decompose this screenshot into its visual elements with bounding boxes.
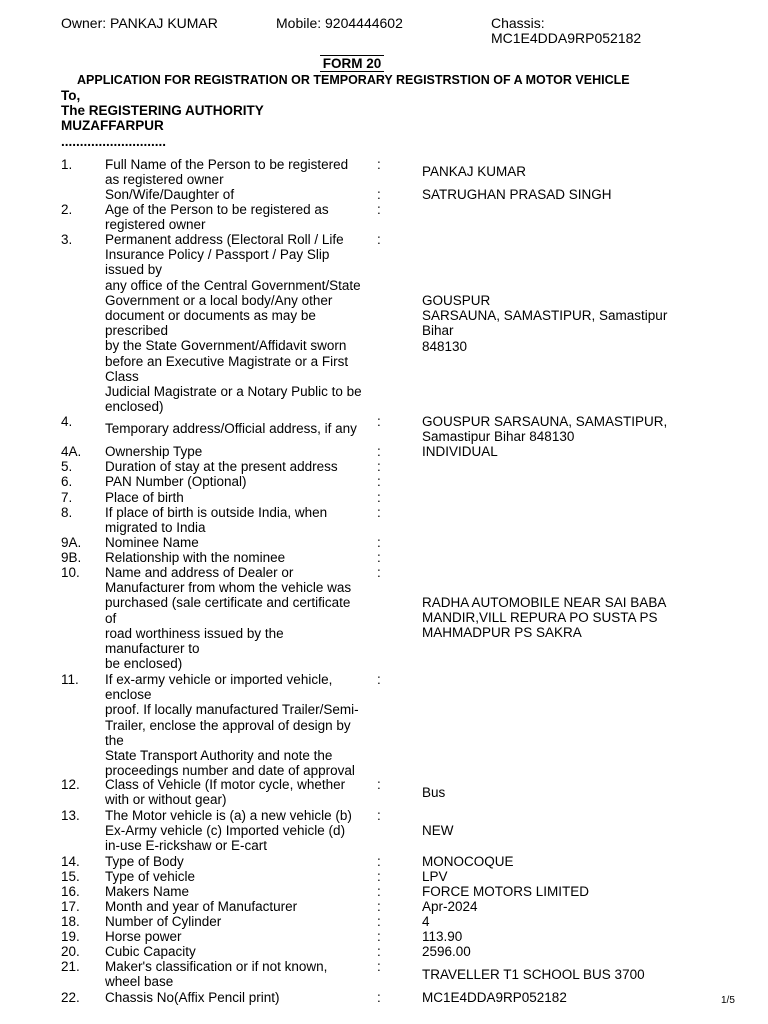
row-number: 12. [61,777,80,792]
row-label: Type of vehicle [105,869,196,884]
row-colon: : [377,187,381,202]
addressee-dots: ............................ [61,134,167,149]
row-value: SATRUGHAN PRASAD SINGH [422,187,612,202]
row-colon: : [377,232,381,247]
row-number: 7. [61,490,73,505]
row-number: 9B. [61,550,82,565]
row-number: 4. [61,414,73,429]
row-value: RADHA AUTOMOBILE NEAR SAI BABA MANDIR,VILL REPURA PO SUSTA PS MAHMADPUR PS SAKRA [422,595,667,641]
row-number: 2. [61,202,73,217]
row-number: 17. [61,899,80,914]
row-colon: : [377,550,381,565]
row-number: 21. [61,959,80,974]
row-label: Duration of stay at the present address [105,459,338,474]
row-colon: : [377,565,381,580]
row-number: 1. [61,157,73,172]
row-colon: : [377,490,381,505]
row-label: Temporary address/Official address, if any [105,421,357,436]
row-label: Son/Wife/Daughter of [105,187,235,202]
row-number: 10. [61,565,80,580]
row-value: FORCE MOTORS LIMITED [422,884,590,899]
row-number: 4A. [61,444,82,459]
row-number: 5. [61,459,73,474]
row-colon: : [377,808,381,823]
row-colon: : [377,459,381,474]
row-number: 18. [61,914,80,929]
row-label: Permanent address (Electoral Roll / Life Insurance Policy / Passport / Pay Slip issued by any office of the Central Government/State Government or a local body/Any other document or documents as may be prescribed by the State Government/Affidavit sworn before an Executive Magistrate or a First Class Judicial Magistrate or a Notary Public to be enclosed) [105,232,362,415]
row-label: Name and address of Dealer or Manufacturer from whom the vehicle was purchased (sale certificate and certificate of road worthiness issued by the manufacturer to be enclosed) [105,565,352,672]
row-colon: : [377,944,381,959]
page-indicator: 1/5 [721,995,735,1006]
form-title: FORM 20 [0,56,704,72]
row-colon: : [377,414,381,429]
row-number: 9A. [61,535,82,550]
row-label: Relationship with the nominee [105,550,286,565]
row-number: 6. [61,474,73,489]
row-number: 8. [61,505,73,520]
row-value: Bus [422,785,446,800]
row-label: Full Name of the Person to be registered as registered owner [105,157,349,188]
row-number: 11. [61,672,79,687]
row-label: Number of Cylinder [105,914,222,929]
row-colon: : [377,990,381,1005]
row-label: Horse power [105,929,182,944]
row-label: Maker's classification or if not known, wheel base [105,959,328,990]
row-number: 20. [61,944,80,959]
row-value: MC1E4DDA9RP052182 [422,990,567,1005]
row-colon: : [377,899,381,914]
row-number: 3. [61,232,73,247]
addressee-authority: The REGISTERING AUTHORITY [61,103,264,118]
addressee-to: To, [61,88,81,103]
row-number: 22. [61,990,80,1005]
row-number: 14. [61,854,80,869]
row-value: 113.90 [422,929,463,944]
row-number: 13. [61,808,80,823]
row-colon: : [377,505,381,520]
addressee-place: MUZAFFARPUR [61,118,164,133]
row-value: GOUSPUR SARSAUNA, SAMASTIPUR, Samastipur Bihar 848130 [422,414,668,445]
row-colon: : [377,535,381,550]
row-label: If ex-army vehicle or imported vehicle, enclose proof. If locally manufactured Trailer/Semi- Trailer, enclose the approval of design by the State Transport Authority and note the proceedings number and date of approval [105,672,359,779]
row-label: Age of the Person to be registered as registered owner [105,202,329,233]
row-value: LPV [422,869,448,884]
row-label: The Motor vehicle is (a) a new vehicle (b) Ex-Army vehicle (c) Imported vehicle (d) in-use E-rickshaw or E-cart [105,808,352,854]
row-label: Place of birth [105,490,184,505]
row-colon: : [377,157,381,172]
owner-header: Owner: PANKAJ KUMAR [61,15,218,31]
row-label: Month and year of Manufacturer [105,899,298,914]
form-subtitle: APPLICATION FOR REGISTRATION OR TEMPORARY REGISTRSTION OF A MOTOR VEHICLE [77,73,630,87]
row-value: TRAVELLER T1 SCHOOL BUS 3700 [422,967,645,982]
row-label: Ownership Type [105,444,203,459]
row-colon: : [377,959,381,974]
row-label: Chassis No(Affix Pencil print) [105,990,280,1005]
row-label: PAN Number (Optional) [105,474,247,489]
row-value: INDIVIDUAL [422,444,498,459]
row-colon: : [377,929,381,944]
row-value: NEW [422,823,454,838]
row-label: If place of birth is outside India, when migrated to India [105,505,328,536]
chassis-header-label: Chassis: [491,15,545,31]
row-colon: : [377,672,381,687]
row-label: Cubic Capacity [105,944,196,959]
row-colon: : [377,202,381,217]
row-colon: : [377,884,381,899]
mobile-header: Mobile: 9204444602 [276,15,403,31]
row-number: 16. [61,884,80,899]
row-colon: : [377,914,381,929]
row-value: GOUSPUR SARSAUNA, SAMASTIPUR, Samastipur Bihar 848130 [422,293,668,354]
chassis-header-value: MC1E4DDA9RP052182 [491,30,642,46]
row-number: 19. [61,929,80,944]
row-value: 2596.00 [422,944,471,959]
row-number: 15. [61,869,80,884]
row-colon: : [377,777,381,792]
row-label: Nominee Name [105,535,199,550]
row-colon: : [377,869,381,884]
row-value: Apr-2024 [422,899,478,914]
row-colon: : [377,474,381,489]
row-colon: : [377,854,381,869]
row-value: 4 [422,914,430,929]
row-colon: : [377,444,381,459]
row-value: MONOCOQUE [422,854,514,869]
row-value: PANKAJ KUMAR [422,164,527,179]
row-label: Type of Body [105,854,184,869]
row-label: Class of Vehicle (If motor cycle, whether with or without gear) [105,777,346,808]
row-label: Makers Name [105,884,190,899]
